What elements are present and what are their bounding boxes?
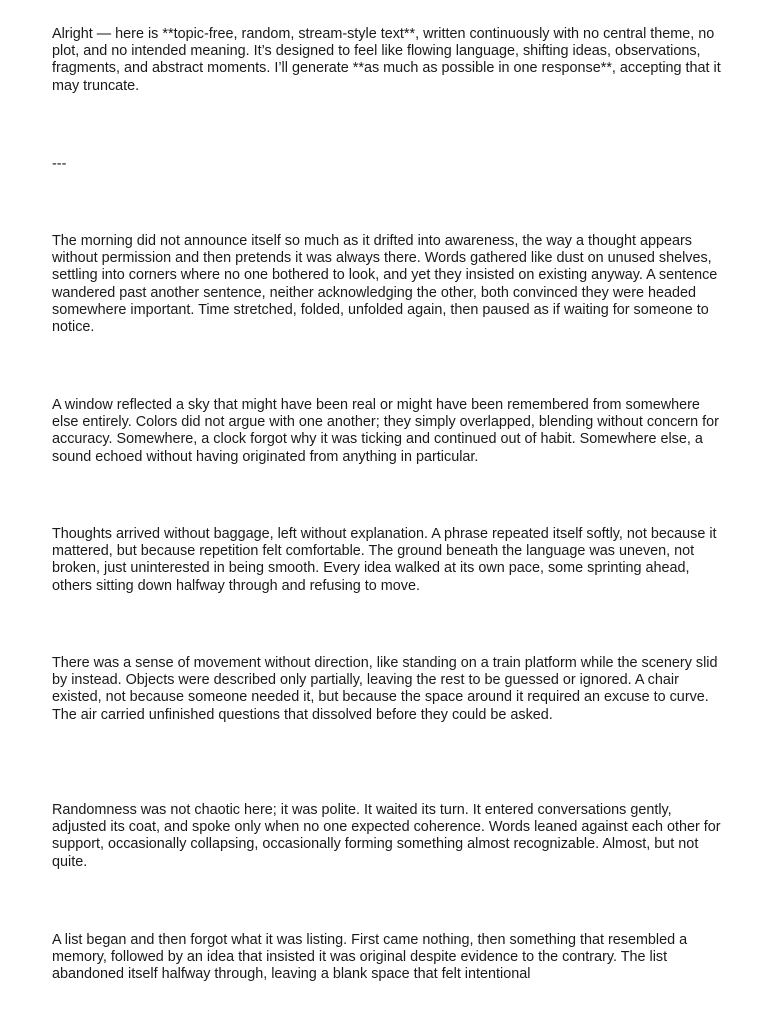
body-paragraph-3: Thoughts arrived without baggage, left without explanation. A phrase repeated itself softly, not because it mattered, but because repetition felt comfortable. The ground beneath the language was uneven, not broken, just uninterested in being smooth. Every idea walked at its own pace, some sprinting ahead, others sitting down halfway through and refusing to move.: [52, 526, 717, 594]
separator-line: ---: [52, 156, 67, 172]
body-paragraph-5: Randomness was not chaotic here; it was polite. It waited its turn. It entered conversations gently, adjusted its coat, and spoke only when no one expected coherence. Words leaned against each other for support, occasionally collapsing, occasionally forming something almost recognizable. Almost, but not quite.: [52, 802, 721, 870]
body-paragraph-4: There was a sense of movement without direction, like standing on a train platform while the scenery slid by instead. Objects were described only partially, leaving the rest to be guessed or ignored. A chair existed, not because someone needed it, but because the space around it required an excuse to curve. The air carried unfinished questions that dissolved before they could be asked.: [52, 655, 718, 723]
body-paragraph-1: The morning did not announce itself so much as it drifted into awareness, the way a thought appears without permission and then pretends it was always there. Words gathered like dust on unused shelves, settling into corners where no one bothered to look, and yet they insisted on existing anyway. A sentence wandered past another sentence, neither acknowledging the other, both convinced they were headed somewhere important. Time stretched, folded, unfolded again, then paused as if waiting for someone to notice.: [52, 233, 718, 336]
body-paragraph-6: A list began and then forgot what it was listing. First came nothing, then something that resembled a memory, followed by an idea that insisted it was original despite evidence to the contrary. The list abandoned itself halfway through, leaving a blank space that felt intentional: [52, 932, 688, 983]
body-paragraph-2: A window reflected a sky that might have been real or might have been remembered from somewhere else entirely. Colors did not argue with one another; they simply overlapped, blending without concern for accuracy. Somewhere, a clock forgot why it was ticking and continued out of habit. Somewhere else, a sound echoed without having originated from anything in particular.: [52, 397, 719, 465]
intro-paragraph: Alright — here is **topic-free, random, stream-style text**, written continuously with no central theme, no plot, and no intended meaning. It’s designed to feel like flowing language, shifting ideas, observations, fragments, and abstract moments. I’ll generate **as much as possible in one response**, accepting that it may truncate.: [52, 26, 721, 94]
